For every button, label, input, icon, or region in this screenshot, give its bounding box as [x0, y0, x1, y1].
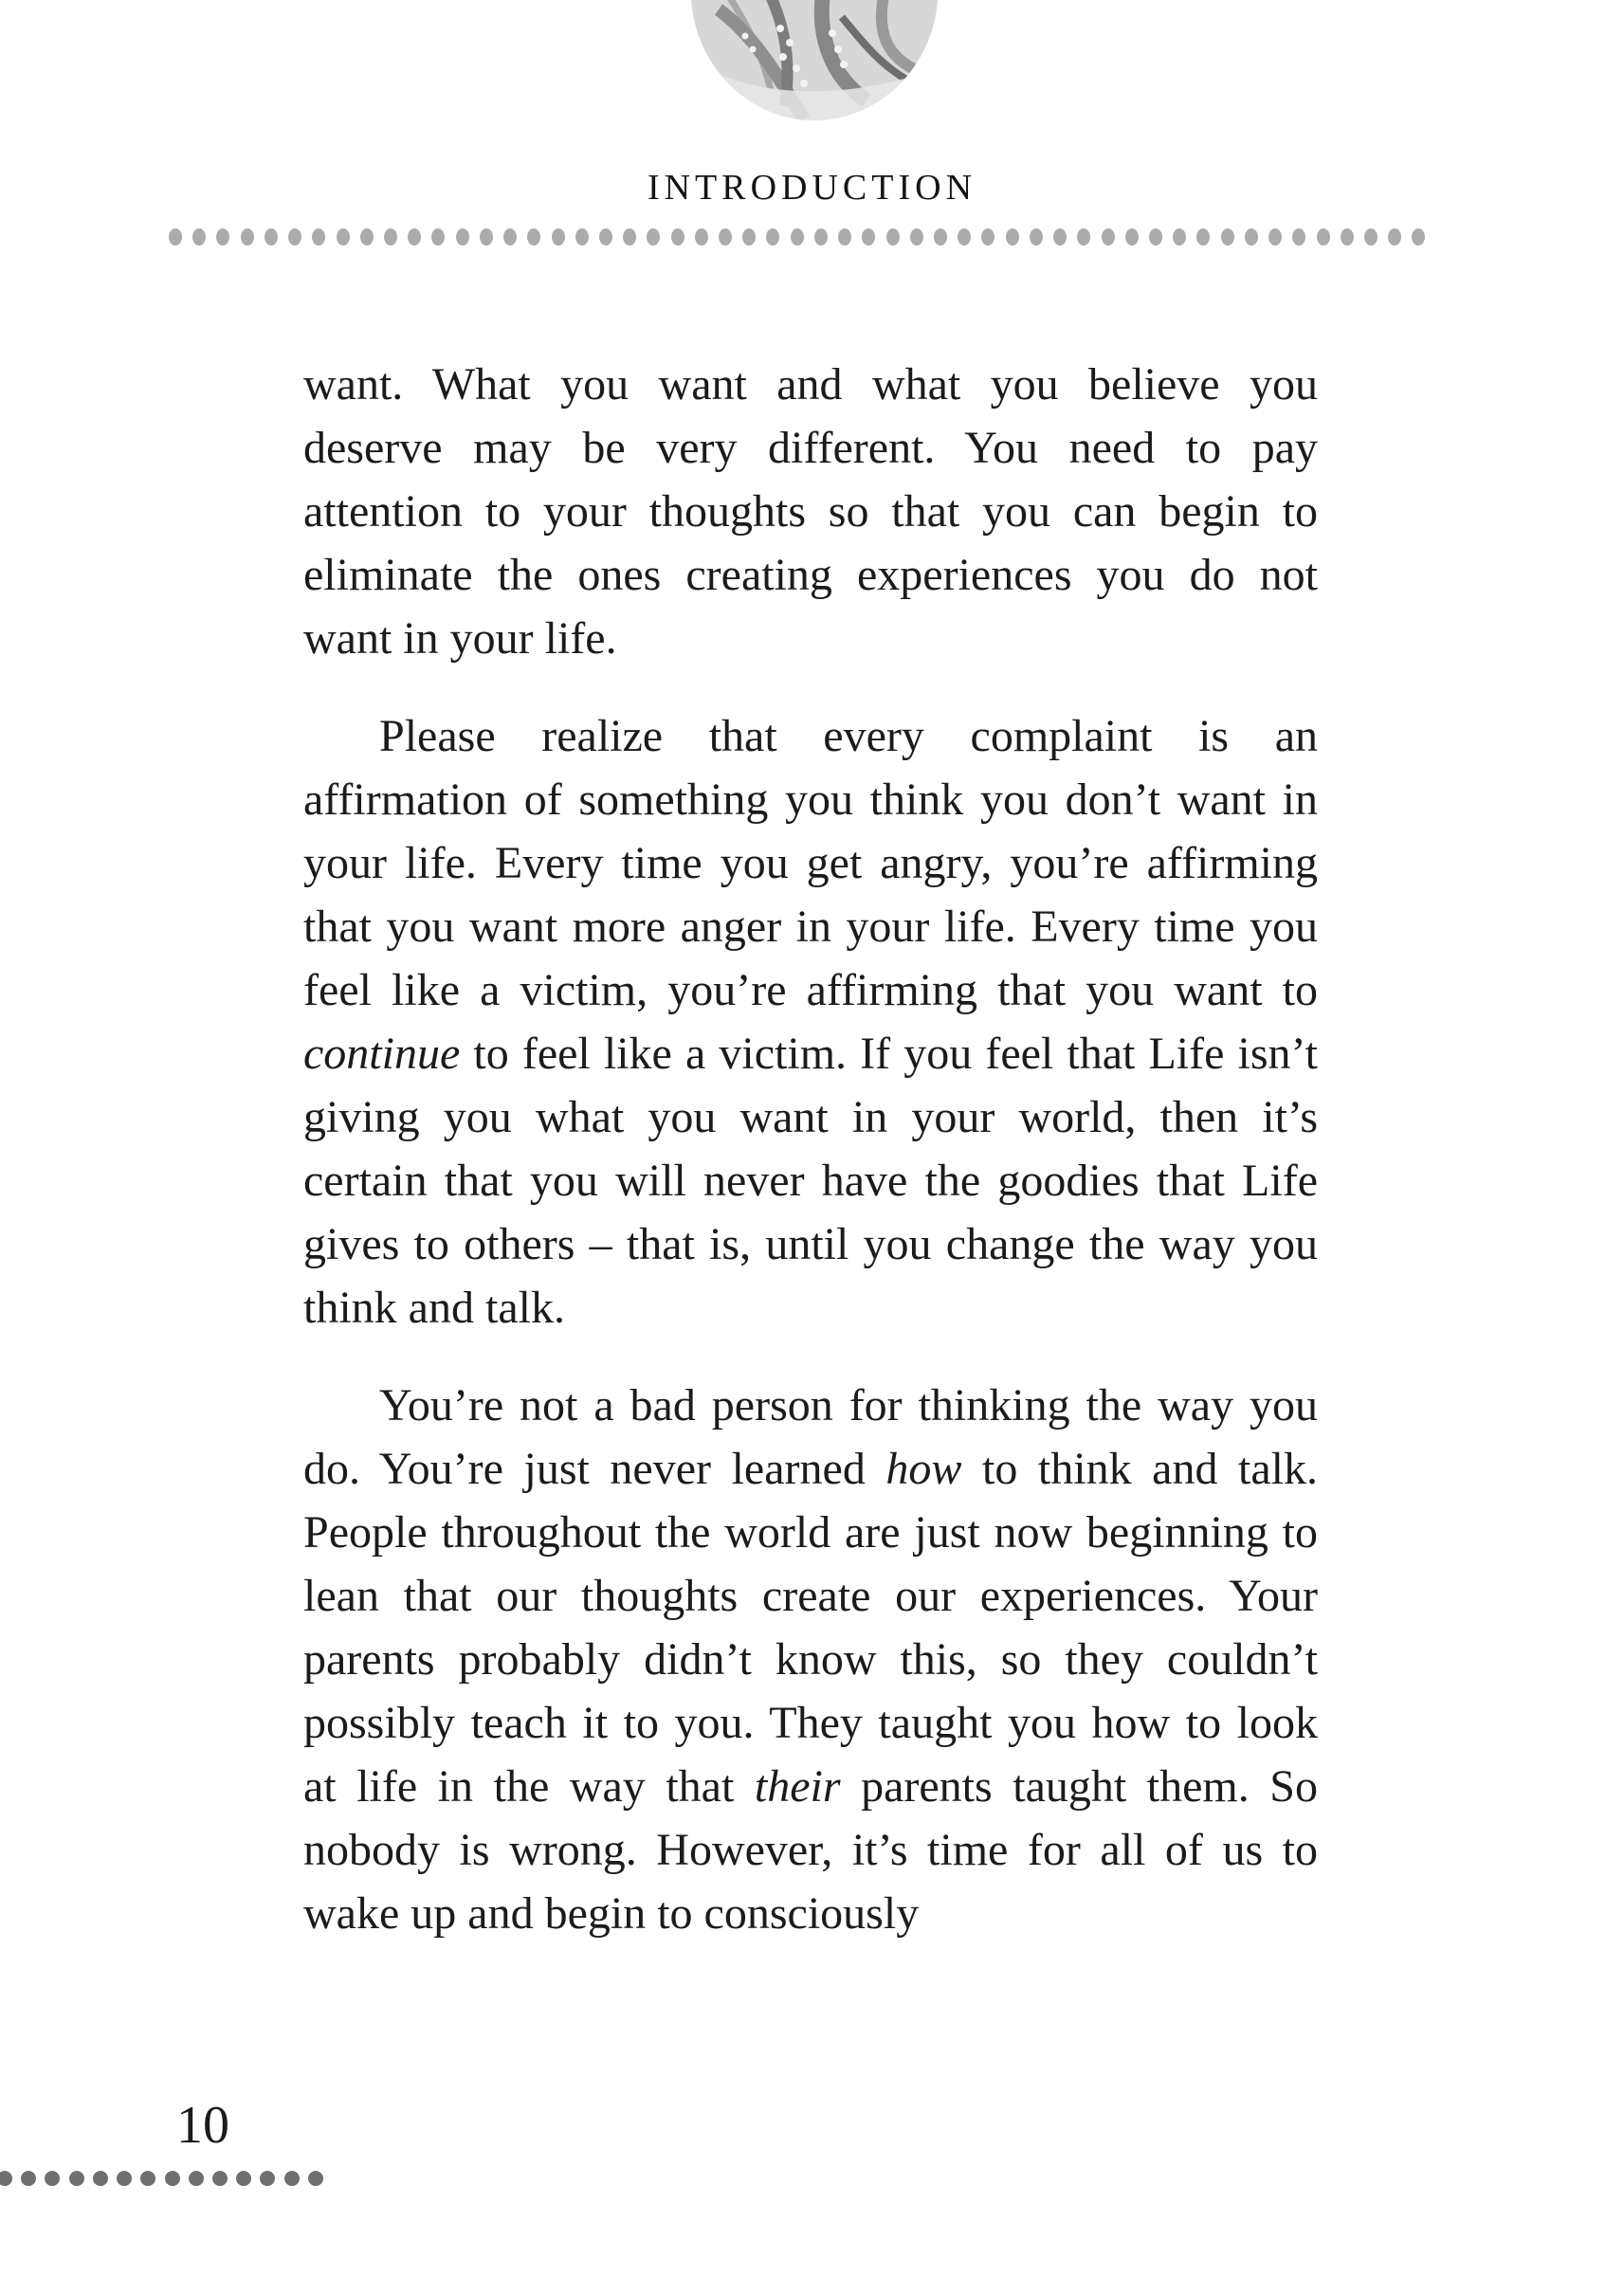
italic-text: how: [885, 1444, 962, 1494]
dot: [408, 228, 421, 246]
dot: [814, 228, 828, 246]
dot: [1173, 228, 1186, 246]
dot: [862, 228, 875, 246]
dot: [623, 228, 636, 246]
text: parents taught them. So nobody is wrong. However, it’s time for all of us to wake up and begin to consciously: [303, 1761, 1318, 1939]
paragraph: [303, 353, 1318, 670]
dot: [886, 228, 900, 246]
dot: [1221, 228, 1234, 246]
dot: [575, 228, 589, 246]
dot: [838, 228, 851, 246]
dot: [695, 228, 708, 246]
dot: [265, 228, 278, 246]
dot: [337, 228, 350, 246]
dot: [1245, 228, 1258, 246]
dot: [45, 2171, 60, 2186]
dot: [742, 228, 756, 246]
dot: [1149, 228, 1162, 246]
italic-text: their: [754, 1761, 841, 1812]
dot: [1125, 228, 1139, 246]
dot: [552, 228, 565, 246]
dot: [260, 2171, 275, 2186]
dot: [21, 2171, 36, 2186]
footer-dots-divider: [0, 2171, 323, 2186]
dot: [647, 228, 660, 246]
dot: [216, 228, 229, 246]
chapter-title: INTRODUCTION: [647, 168, 977, 208]
dot: [1006, 228, 1019, 246]
page-number: 10: [176, 2096, 229, 2155]
dot: [308, 2171, 323, 2186]
dot: [958, 228, 971, 246]
dot: [1388, 228, 1401, 246]
dot: [189, 2171, 204, 2186]
paragraph: [303, 1374, 1318, 1945]
dot: [671, 228, 684, 246]
body-text: [303, 353, 1318, 1945]
dot: [1196, 228, 1210, 246]
dot: [169, 228, 182, 246]
dot: [1077, 228, 1090, 246]
dot: [384, 228, 397, 246]
text: You’re not a bad person for thinking the way you do. You’re just never learned: [303, 1380, 1318, 1494]
dot: [719, 228, 732, 246]
dot: [192, 228, 206, 246]
dot: [934, 228, 947, 246]
text: to feel like a victim. If you feel that Life isn’t giving you what you want in your world, then it’s certain that you will never have the goodies that Life gives to others – that is, until you change the way you think and talk.: [303, 1029, 1318, 1333]
text: want. What you want and what you believe you deserve may be very different. You need to pay attention to your thoughts so that you can begin to eliminate the ones creating experiences you do not want in your life.: [303, 359, 1318, 664]
chapter-ornament-image: [690, 0, 939, 121]
text: Please realize that every complaint is an affirmation of something you think you don’t want in your life. Every time you get angry, you’re affirming that you want more anger in your life. Every time you feel like a victim, you’re affirming that you want to: [303, 711, 1318, 1015]
dot: [236, 2171, 251, 2186]
dot: [599, 228, 612, 246]
dot: [140, 2171, 155, 2186]
dot: [1030, 228, 1043, 246]
dot: [288, 228, 301, 246]
dot: [312, 228, 325, 246]
dot: [241, 228, 254, 246]
dot: [212, 2171, 228, 2186]
dot: [284, 2171, 300, 2186]
dot: [503, 228, 517, 246]
dot: [981, 228, 994, 246]
dot: [165, 2171, 180, 2186]
dot: [1364, 228, 1378, 246]
dot: [1292, 228, 1305, 246]
dot: [69, 2171, 84, 2186]
header-dots-divider: [169, 228, 1426, 246]
dot: [1341, 228, 1354, 246]
dot: [910, 228, 923, 246]
dot: [456, 228, 469, 246]
dot: [1053, 228, 1067, 246]
dot: [480, 228, 493, 246]
text: to think and talk. People throughout the world are just now beginning to lean that our thoughts create our experiences. Your parents probably didn’t know this, so they couldn’t possibly teach it to you. They taught you how to look at life in the way that: [303, 1444, 1319, 1812]
paragraph: [303, 704, 1318, 1339]
dot: [1412, 228, 1425, 246]
italic-text: continue: [303, 1029, 461, 1079]
dot: [117, 2171, 132, 2186]
dot: [766, 228, 779, 246]
dot: [527, 228, 540, 246]
dot: [1102, 228, 1115, 246]
dot: [0, 2171, 12, 2186]
dot: [1317, 228, 1330, 246]
dot: [1268, 228, 1282, 246]
dot: [791, 228, 804, 246]
dot: [360, 228, 374, 246]
dot: [93, 2171, 108, 2186]
dot: [431, 228, 445, 246]
